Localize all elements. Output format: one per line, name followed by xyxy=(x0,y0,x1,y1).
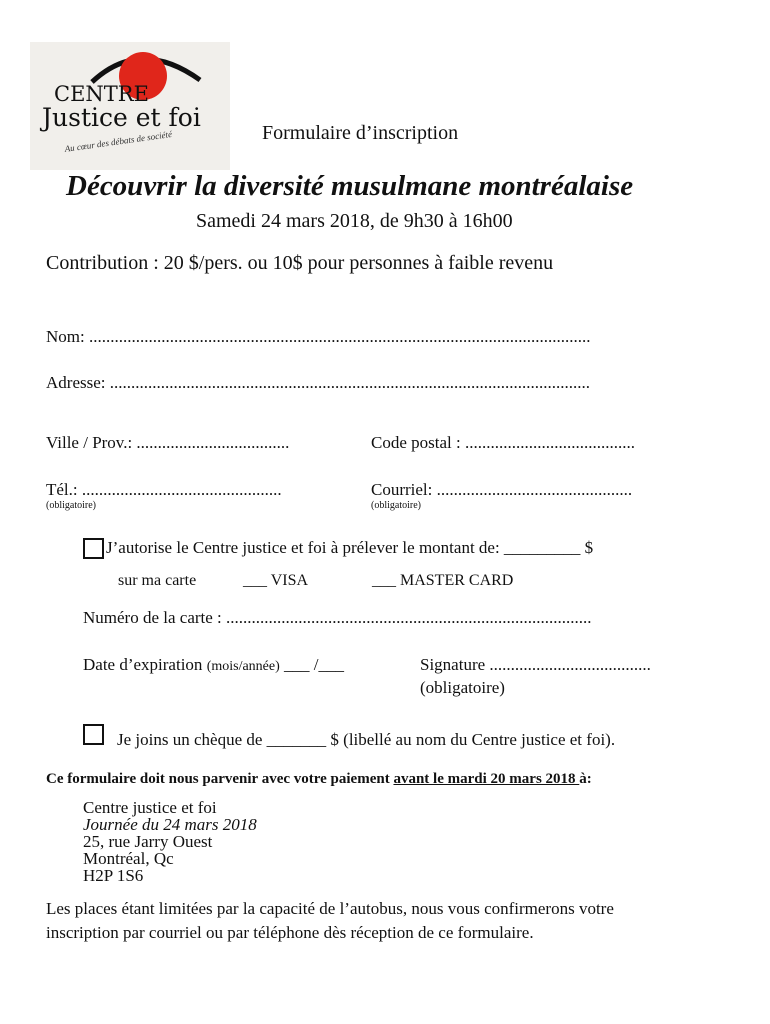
deadline-text: Ce formulaire doit nous parvenir avec votre paiement xyxy=(46,771,394,787)
card-number-field[interactable]: Numéro de la carte : ...................................................................................... xyxy=(83,608,592,627)
address-line-2: Journée du 24 mars 2018 xyxy=(83,815,257,834)
logo-line-justice: Justice et foi xyxy=(42,103,201,132)
mailing-address xyxy=(83,799,257,884)
tel-required-note: (obligatoire) xyxy=(46,500,96,511)
nom-field[interactable]: Nom: ...................................................................................................................... xyxy=(46,327,591,346)
form-title: Formulaire d’inscription xyxy=(262,122,459,144)
expiration-format: (mois/année) xyxy=(206,659,280,674)
address-line-5: H2P 1S6 xyxy=(83,866,144,885)
cheque-text: Je joins un chèque de _______ $ (libellé au nom du Centre justice et foi). xyxy=(117,730,616,749)
card-label: sur ma carte xyxy=(118,572,197,589)
expiration-field[interactable] xyxy=(83,655,344,675)
mastercard-option[interactable]: ___ MASTER CARD xyxy=(372,572,514,589)
tel-field[interactable]: Tél.: ............................................... xyxy=(46,480,282,499)
event-title: Découvrir la diversité musulmane montréalaise xyxy=(66,170,634,202)
footer-line-2: inscription par courriel ou par téléphone dès réception de ce formulaire. xyxy=(46,923,534,942)
courriel-required-note: (obligatoire) xyxy=(371,500,421,511)
expiration-blanks: ___ /___ xyxy=(284,655,345,674)
logo-tagline: Au cœur des débats de société xyxy=(64,128,173,154)
authorize-checkbox[interactable] xyxy=(83,538,104,559)
ville-field[interactable]: Ville / Prov.: .................................... xyxy=(46,433,290,452)
visa-option[interactable]: ___ VISA xyxy=(243,572,309,589)
footer-line-1: Les places étant limitées par la capacité de l’autobus, nous vous confirmerons votre xyxy=(46,899,614,918)
signature-field[interactable]: Signature ...................................... xyxy=(420,655,651,674)
authorize-text: J’autorise le Centre justice et foi à prélever le montant de: _________ $ xyxy=(106,538,594,557)
cheque-checkbox[interactable] xyxy=(83,724,104,745)
signature-required-note: (obligatoire) xyxy=(420,678,505,697)
address-line-4: Montréal, Qc xyxy=(83,849,174,868)
centre-justice-et-foi-logo xyxy=(30,42,230,170)
address-line-1: Centre justice et foi xyxy=(83,798,217,817)
logo-line-centre: CENTRE xyxy=(54,82,149,106)
courriel-field[interactable]: Courriel: .............................................. xyxy=(371,480,633,499)
expiration-label: Date d’expiration xyxy=(83,655,203,674)
code-postal-field[interactable]: Code postal : ........................................ xyxy=(371,433,635,452)
adresse-field[interactable]: Adresse: ................................................................................................................. xyxy=(46,373,590,392)
contribution-text: Contribution : 20 $/pers. ou 10$ pour personnes à faible revenu xyxy=(46,252,554,274)
deadline-suffix: à: xyxy=(579,771,592,787)
deadline-line xyxy=(46,771,592,788)
event-date: Samedi 24 mars 2018, de 9h30 à 16h00 xyxy=(196,210,513,232)
deadline-date: avant le mardi 20 mars 2018 xyxy=(393,771,580,787)
address-line-3: 25, rue Jarry Ouest xyxy=(83,832,213,851)
